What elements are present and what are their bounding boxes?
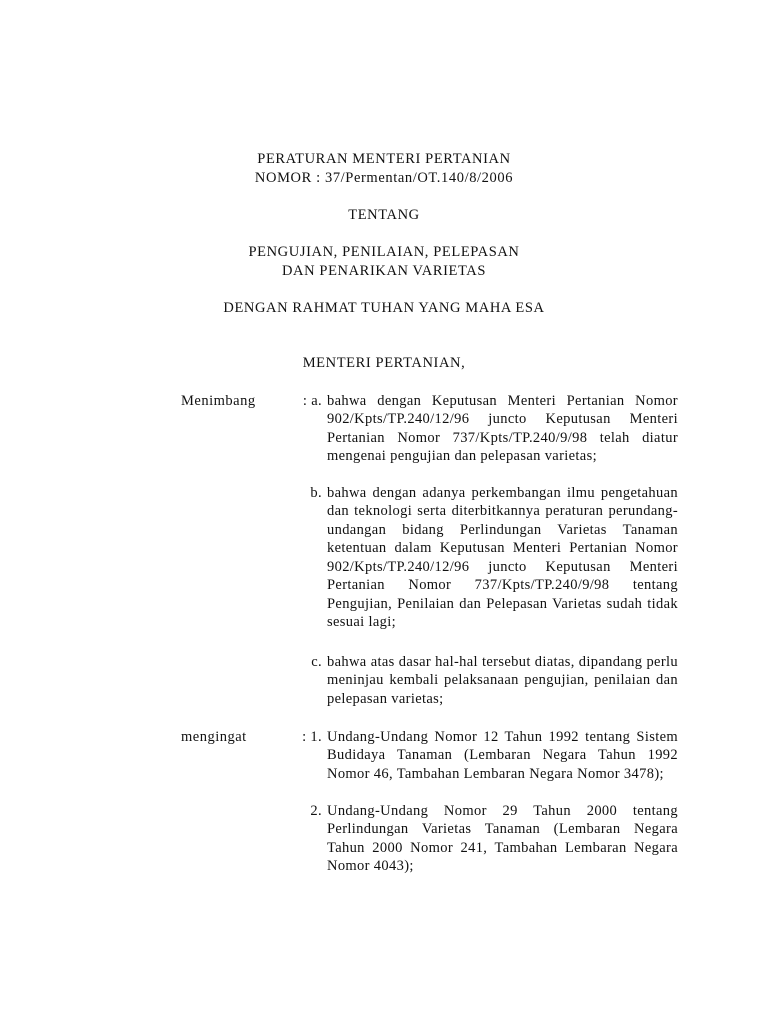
item-text: Undang-Undang Nomor 12 Tahun 1992 tentang Sistem Budidaya Tanaman (Lembaran Negara Tahun 1992 Nomor 46, Tambahan Lembaran Negara Nomor 3478); [327, 729, 678, 782]
item-text: bahwa atas dasar hal-hal tersebut diatas, dipandang perlu meninjau kembali pelaksanaan pengujian, penilaian dan pelepasan varietas; [327, 654, 678, 707]
menimbang-label: Menimbang [181, 393, 256, 409]
about-heading: TENTANG [348, 207, 420, 223]
subject-line-1: PENGUJIAN, PENILAIAN, PELEPASAN [248, 244, 520, 260]
item-marker: : 1. [302, 729, 322, 745]
item-text: bahwa dengan adanya perkembangan ilmu pengetahuan dan teknologi serta diterbitkannya peraturan perundang-undangan bidang Perlindungan Varietas Tanaman ketentuan dalam Keputusan Menteri Pertanian Nomor 902/Kpts/TP.240/12/96 juncto Keputusan Menteri Pertanian Nomor 737/Kpts/TP.240/9/98 tentang Pengujian, Penilaian dan Pelepasan Varietas sudah tidak sesuai lagi; [327, 485, 678, 631]
item-marker: b. [310, 485, 322, 501]
regulation-title: PERATURAN MENTERI PERTANIAN [257, 151, 511, 167]
menimbang-item-b [286, 484, 678, 632]
item-marker: c. [311, 654, 322, 670]
item-marker: : a. [302, 393, 322, 409]
grace-statement: DENGAN RAHMAT TUHAN YANG MAHA ESA [223, 300, 545, 316]
item-text: bahwa dengan Keputusan Menteri Pertanian Nomor 902/Kpts/TP.240/12/96 juncto Keputusan Menteri Pertanian Nomor 737/Kpts/TP.240/9/98 telah diatur mengenai pengujian dan pelepasan varietas; [327, 393, 678, 465]
subject-line-2: DAN PENARIKAN VARIETAS [281, 263, 487, 279]
item-marker: 2. [310, 803, 322, 819]
mengingat-item-2 [286, 802, 678, 876]
mengingat-label: mengingat [181, 729, 247, 745]
regulation-number: NOMOR : 37/Permentan/OT.140/8/2006 [254, 170, 514, 186]
menimbang-item-c [286, 653, 678, 708]
minister-heading: MENTERI PERTANIAN, [302, 355, 466, 371]
mengingat-item-1 [286, 728, 678, 783]
menimbang-item-a [286, 392, 678, 466]
item-text: Undang-Undang Nomor 29 Tahun 2000 tentang Perlindungan Varietas Tanaman (Lembaran Negara Tahun 2000 Nomor 241, Tambahan Lembaran Negara Nomor 4043); [327, 803, 678, 875]
